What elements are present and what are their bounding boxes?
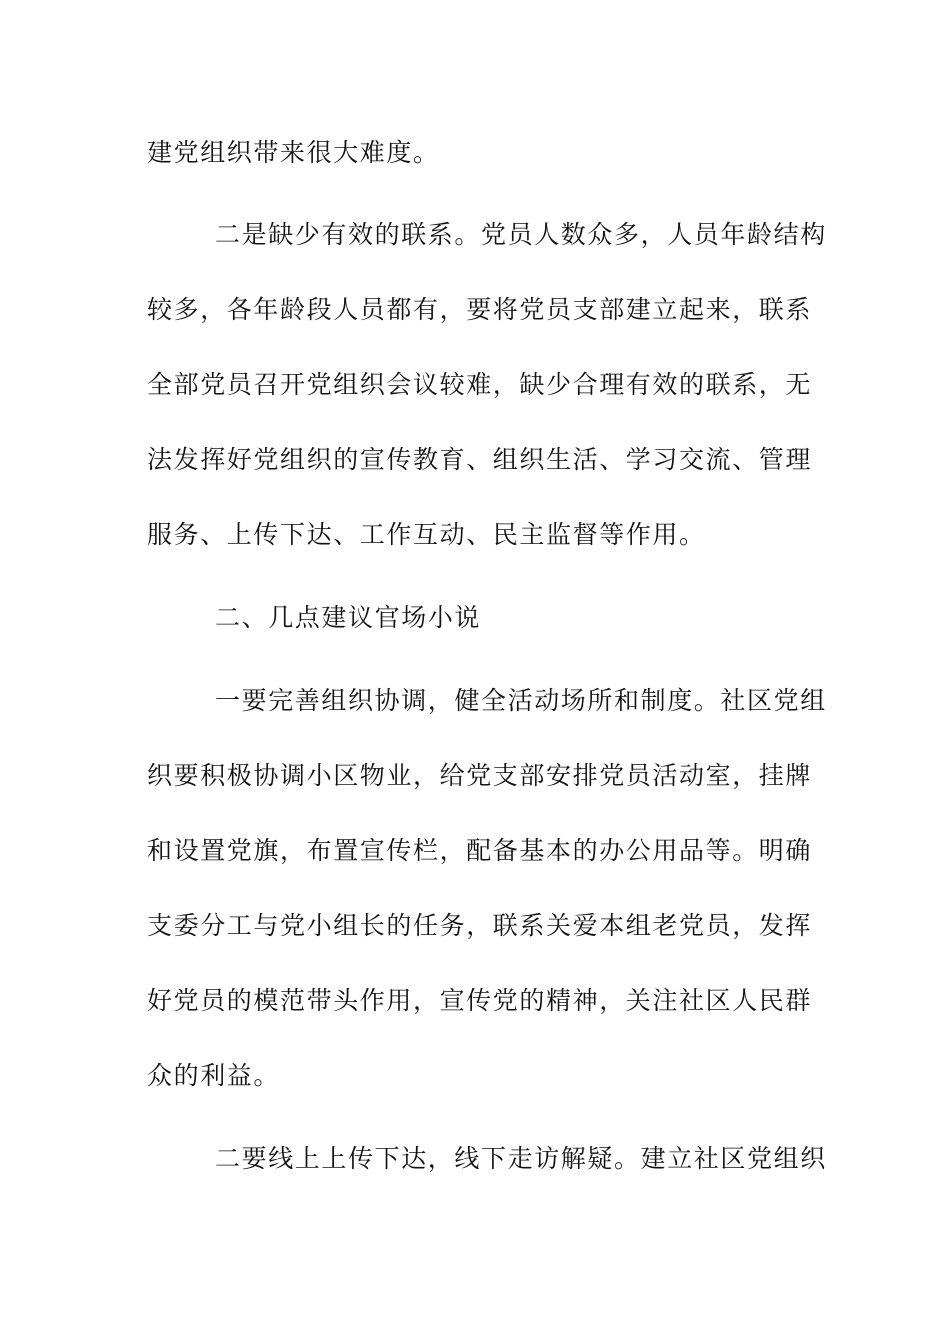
paragraph-first-line: 一要完善组织协调，健全活动场所和制度。社区党组 [215, 686, 827, 715]
text-line: 建党组织带来很大难度。 [147, 138, 440, 167]
text-line: 好党员的模范带头作用，宣传党的精神，关注社区人民群 [147, 986, 813, 1015]
text-line: 众的利益。 [147, 1061, 281, 1090]
text-line: 和设置党旗，布置宣传栏，配备基本的办公用品等。明确 [147, 836, 813, 865]
text-line: 全部党员召开党组织会议较难，缺少合理有效的联系，无 [147, 370, 813, 399]
section-heading: 二、几点建议官场小说 [215, 603, 482, 632]
text-line: 支委分工与党小组长的任务，联系关爱本组老党员，发挥 [147, 911, 813, 940]
text-line: 服务、上传下达、工作互动、民主监督等作用。 [147, 520, 706, 549]
text-line: 法发挥好党组织的宣传教育、组织生活、学习交流、管理 [147, 445, 813, 474]
text-line: 较多，各年龄段人员都有，要将党员支部建立起来，联系 [147, 295, 813, 324]
paragraph-first-line: 二是缺少有效的联系。党员人数众多，人员年龄结构 [215, 220, 827, 249]
paragraph-first-line: 二要线上上传下达，线下走访解疑。建立社区党组织 [215, 1144, 827, 1173]
text-line: 织要积极协调小区物业，给党支部安排党员活动室，挂牌 [147, 761, 813, 790]
